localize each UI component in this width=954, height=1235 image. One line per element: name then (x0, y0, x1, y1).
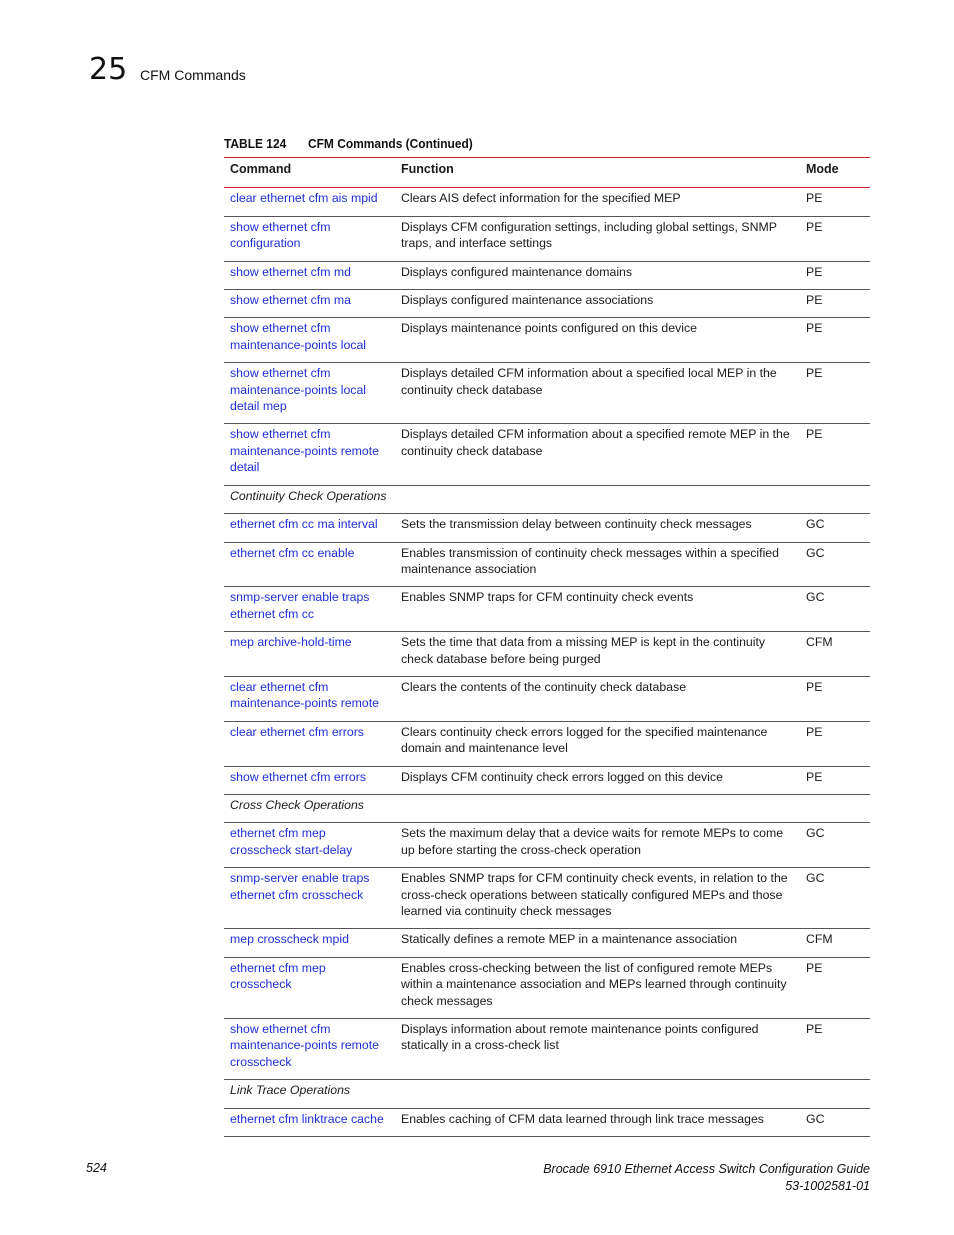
column-header-command: Command (224, 158, 395, 188)
function-cell: Enables SNMP traps for CFM continuity check events (395, 587, 800, 632)
table-row (224, 290, 870, 318)
table-row (224, 1108, 870, 1136)
function-cell: Displays maintenance points configured on this device (395, 318, 800, 363)
table-row (224, 587, 870, 632)
command-link[interactable]: show ethernet cfm maintenance-points local (224, 318, 395, 363)
mode-cell: PE (800, 1019, 870, 1080)
function-cell: Displays configured maintenance associations (395, 290, 800, 318)
table-row (224, 514, 870, 542)
footer-guide-title: Brocade 6910 Ethernet Access Switch Configuration Guide (543, 1162, 870, 1176)
function-cell: Displays configured maintenance domains (395, 261, 800, 289)
mode-cell: PE (800, 363, 870, 424)
command-link[interactable]: show ethernet cfm configuration (224, 216, 395, 261)
mode-cell: PE (800, 957, 870, 1018)
mode-cell: CFM (800, 929, 870, 957)
column-header-function: Function (395, 158, 800, 188)
function-cell: Displays CFM continuity check errors logged on this device (395, 766, 800, 794)
command-link[interactable]: ethernet cfm mep crosscheck (224, 957, 395, 1018)
command-link[interactable]: mep archive-hold-time (224, 632, 395, 677)
function-cell: Enables SNMP traps for CFM continuity check events, in relation to the cross-check operations between statically configured MEPs and those learned via continuity check messages (395, 868, 800, 929)
function-cell: Enables caching of CFM data learned through link trace messages (395, 1108, 800, 1136)
mode-cell: GC (800, 542, 870, 587)
column-header-mode: Mode (800, 158, 870, 188)
table-row (224, 216, 870, 261)
table-caption-label: TABLE 124 (224, 136, 287, 151)
table-row (224, 424, 870, 485)
command-link[interactable]: show ethernet cfm ma (224, 290, 395, 318)
command-link[interactable]: clear ethernet cfm maintenance-points remote (224, 676, 395, 721)
command-link[interactable]: ethernet cfm mep crosscheck start-delay (224, 823, 395, 868)
function-cell: Displays information about remote maintenance points configured statically in a cross-check list (395, 1019, 800, 1080)
function-cell: Sets the time that data from a missing MEP is kept in the continuity check database before being purged (395, 632, 800, 677)
table-row (224, 261, 870, 289)
function-cell: Clears AIS defect information for the specified MEP (395, 188, 800, 216)
table-row (224, 823, 870, 868)
mode-cell: GC (800, 587, 870, 632)
table-body (224, 188, 870, 1137)
command-link[interactable]: show ethernet cfm maintenance-points remote crosscheck (224, 1019, 395, 1080)
table-section-row (224, 1080, 870, 1108)
table-row (224, 721, 870, 766)
function-cell: Sets the transmission delay between continuity check messages (395, 514, 800, 542)
command-link[interactable]: ethernet cfm linktrace cache (224, 1108, 395, 1136)
command-link[interactable]: clear ethernet cfm ais mpid (224, 188, 395, 216)
command-link[interactable]: ethernet cfm cc enable (224, 542, 395, 587)
table-header-row (224, 158, 870, 188)
function-cell: Clears continuity check errors logged for the specified maintenance domain and maintenance level (395, 721, 800, 766)
mode-cell: GC (800, 1108, 870, 1136)
function-cell: Enables transmission of continuity check messages within a specified maintenance association (395, 542, 800, 587)
mode-cell: PE (800, 261, 870, 289)
table-row (224, 188, 870, 216)
table-row (224, 363, 870, 424)
table-row (224, 957, 870, 1018)
table-row (224, 318, 870, 363)
command-link[interactable]: clear ethernet cfm errors (224, 721, 395, 766)
table-row (224, 929, 870, 957)
mode-cell: PE (800, 290, 870, 318)
table-row (224, 1019, 870, 1080)
mode-cell: PE (800, 766, 870, 794)
command-link[interactable]: show ethernet cfm maintenance-points local detail mep (224, 363, 395, 424)
mode-cell: PE (800, 721, 870, 766)
mode-cell: GC (800, 514, 870, 542)
mode-cell: GC (800, 823, 870, 868)
footer-guide (543, 1161, 870, 1195)
table-row (224, 868, 870, 929)
command-link[interactable]: snmp-server enable traps ethernet cfm crosscheck (224, 868, 395, 929)
table-row (224, 632, 870, 677)
mode-cell: PE (800, 188, 870, 216)
mode-cell: PE (800, 216, 870, 261)
footer-page-number: 524 (86, 1161, 107, 1175)
section-label: Continuity Check Operations (224, 485, 870, 513)
function-cell: Clears the contents of the continuity check database (395, 676, 800, 721)
function-cell: Sets the maximum delay that a device waits for remote MEPs to come up before starting the cross-check operation (395, 823, 800, 868)
table-caption (224, 135, 473, 153)
table-row (224, 766, 870, 794)
chapter-title: CFM Commands (140, 67, 246, 83)
table-section-row (224, 485, 870, 513)
mode-cell: GC (800, 868, 870, 929)
cfm-commands-table (224, 157, 870, 1137)
function-cell: Displays CFM configuration settings, including global settings, SNMP traps, and interface settings (395, 216, 800, 261)
mode-cell: PE (800, 424, 870, 485)
mode-cell: PE (800, 676, 870, 721)
mode-cell: PE (800, 318, 870, 363)
function-cell: Enables cross-checking between the list of configured remote MEPs within a maintenance association and MEPs learned through continuity check messages (395, 957, 800, 1018)
command-link[interactable]: snmp-server enable traps ethernet cfm cc (224, 587, 395, 632)
footer-doc-number: 53-1002581-01 (785, 1179, 870, 1193)
command-link[interactable]: show ethernet cfm errors (224, 766, 395, 794)
table-caption-title: CFM Commands (Continued) (307, 136, 473, 151)
table-section-row (224, 794, 870, 822)
command-link[interactable]: show ethernet cfm maintenance-points remote detail (224, 424, 395, 485)
section-label: Cross Check Operations (224, 794, 870, 822)
table-row (224, 676, 870, 721)
section-label: Link Trace Operations (224, 1080, 870, 1108)
mode-cell: CFM (800, 632, 870, 677)
function-cell: Displays detailed CFM information about a specified local MEP in the continuity check database (395, 363, 800, 424)
command-link[interactable]: ethernet cfm cc ma interval (224, 514, 395, 542)
command-link[interactable]: show ethernet cfm md (224, 261, 395, 289)
function-cell: Statically defines a remote MEP in a maintenance association (395, 929, 800, 957)
function-cell: Displays detailed CFM information about a specified remote MEP in the continuity check database (395, 424, 800, 485)
command-link[interactable]: mep crosscheck mpid (224, 929, 395, 957)
chapter-number: 25 (89, 52, 128, 87)
table-row (224, 542, 870, 587)
